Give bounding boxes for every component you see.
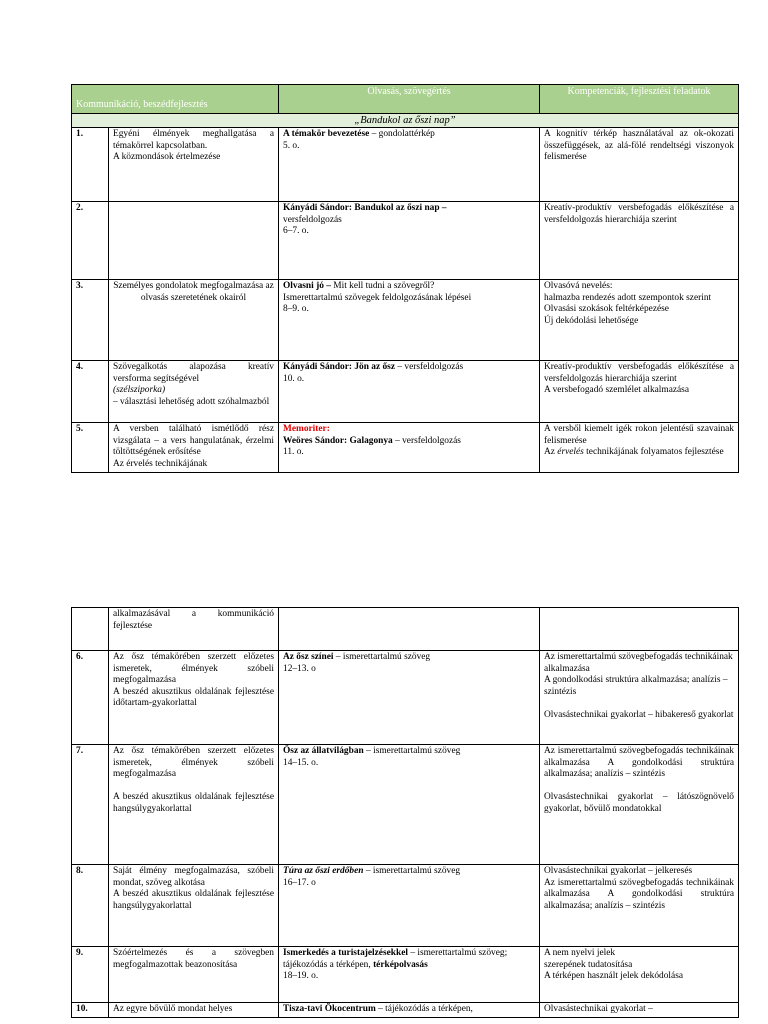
reading-cell: A témakör bevezetése – gondolattérkép 5. o. [279,128,540,202]
communication-cell: Az ősz témakörében szerzett előzetes ismeretek, élmények szóbeli megfogalmazása A beszéd akusztikus oldalának fejlesztése időtartam-gyakorlattal [109,651,279,745]
table-row [72,361,739,423]
reading-cell: Túra az őszi erdőben – ismerettartalmú szöveg 16–17. o [279,865,540,947]
row-number [72,608,109,651]
row-number: 1. [72,128,109,202]
competency-cell: A versből kiemelt igék rokon jelentésű szavainak felismerése Az érvelés technikájának folyamatos fejlesztése [540,423,739,473]
communication-cell: Egyéni élmények meghallgatása a témakörrel kapcsolatban. A közmondások értelmezése [109,128,279,202]
memoriter-label: Memoriter: [283,424,330,434]
lesson-plan-table-part-2 [71,607,739,1018]
table-row [72,202,739,280]
competency-cell: Az ismerettartalmú szövegbefogadás technikáinak alkalmazása A gondolkodási struktúra alkalmazása; analízis – szintézis Olvasástechnikai gyakorlat – hibakereső gyakorlat [540,651,739,745]
competency-cell: Kreatív-produktív versbefogadás előkészítése a versfeldolgozás hierarchiája szerint [540,202,739,280]
row-number: 10. [72,1003,109,1018]
communication-cell: alkalmazásával a kommunikáció fejlesztése [109,608,279,651]
table-row [72,608,739,651]
reading-cell: Olvasni jó – Mit kell tudni a szövegről? Ismerettartalmú szövegek feldolgozásának lépései 8–9. o. [279,280,540,361]
row-number: 2. [72,202,109,280]
row-number: 3. [72,280,109,361]
lesson-plan-table-part-1 [71,84,739,473]
reading-cell: Tisza-tavi Ökocentrum – tájékozódás a térképen, [279,1003,540,1018]
competency-cell: Olvasóvá nevelés: halmazba rendezés adott szempontok szerint Olvasási szokások feltérképezése Új dekódolási lehetősége [540,280,739,361]
competency-cell: Az ismerettartalmú szövegbefogadás technikáinak alkalmazása A gondolkodási struktúra alkalmazása; analízis – szintézis Olvasástechnikai gyakorlat – látószögnövelő gyakorlat, bővülő mondatokkal [540,745,739,865]
communication-cell: Szövegalkotás alapozása kreatív versforma segítségével (szélsziporka) – választási lehetőség adott szóhalmazból [109,361,279,423]
row-number: 4. [72,361,109,423]
reading-cell: Kányádi Sándor: Jön az ősz – versfeldolgozás 10. o. [279,361,540,423]
communication-cell: Személyes gondolatok megfogalmazása az olvasás szeretetének okairól [109,280,279,361]
header-reading: Olvasás, szövegértés [279,85,540,114]
competency-cell: Olvasástechnikai gyakorlat – jelkeresés Az ismerettartalmú szövegbefogadás technikáinak alkalmazása A gondolkodási struktúra alkalmazása; analízis – szintézis [540,865,739,947]
competency-cell [540,608,739,651]
competency-cell: Olvasástechnikai gyakorlat – [540,1003,739,1018]
communication-cell: Szóértelmezés és a szövegben megfogalmazottak beazonosítása [109,947,279,1003]
row-number: 5. [72,423,109,473]
reading-cell: Ősz az állatvilágban – ismerettartalmú szöveg 14–15. o. [279,745,540,865]
competency-cell: A nem nyelvi jelek szerepének tudatosítása A térképen használt jelek dekódolása [540,947,739,1003]
row-number: 8. [72,865,109,947]
row-number: 7. [72,745,109,865]
table-row [72,280,739,361]
section-title: „Bandukol az őszi nap” [72,114,739,128]
header-competencies: Kompetenciák, fejlesztési feladatok [540,85,739,114]
table-row [72,745,739,865]
communication-cell: A versben található ismétlődő rész vizsgálata – a vers hangulatának, érzelmi töltöttségének erősítése Az érvelés technikájának [109,423,279,473]
competency-cell: Kreatív-produktív versbefogadás előkészítése a versfeldolgozás hierarchiája szerint A versbefogadó szemlélet alkalmazása [540,361,739,423]
reading-cell: Kányádi Sándor: Bandukol az őszi nap – versfeldolgozás 6–7. o. [279,202,540,280]
row-number: 9. [72,947,109,1003]
header-communication: Kommunikáció, beszédfejlesztés [72,85,279,114]
table-row [72,128,739,202]
table-row [72,423,739,473]
reading-cell: Az ősz színei – ismerettartalmú szöveg 12–13. o [279,651,540,745]
table-row [72,947,739,1003]
row-number: 6. [72,651,109,745]
reading-cell: Memoriter: Weöres Sándor: Galagonya – versfeldolgozás 11. o. [279,423,540,473]
communication-cell: Az egyre bővülő mondat helyes [109,1003,279,1018]
communication-cell: Saját élmény megfogalmazása, szóbeli mondat, szöveg alkotása A beszéd akusztikus oldalának fejlesztése hangsúlygyakorlattal [109,865,279,947]
table-row [72,1003,739,1018]
competency-cell: A kognitív térkép használatával az ok-okozati összefüggések, az alá-fölé rendeltségi viszonyok felismerése [540,128,739,202]
communication-cell: Az ősz témakörében szerzett előzetes ismeretek, élmények szóbeli megfogalmazása A beszéd akusztikus oldalának fejlesztése hangsúlygyakorlattal [109,745,279,865]
communication-cell [109,202,279,280]
reading-cell: Ismerkedés a turistajelzésekkel – ismerettartalmú szöveg; tájékozódás a térképen, térképolvasás 18–19. o. [279,947,540,1003]
reading-cell [279,608,540,651]
table-row [72,865,739,947]
table-row [72,651,739,745]
